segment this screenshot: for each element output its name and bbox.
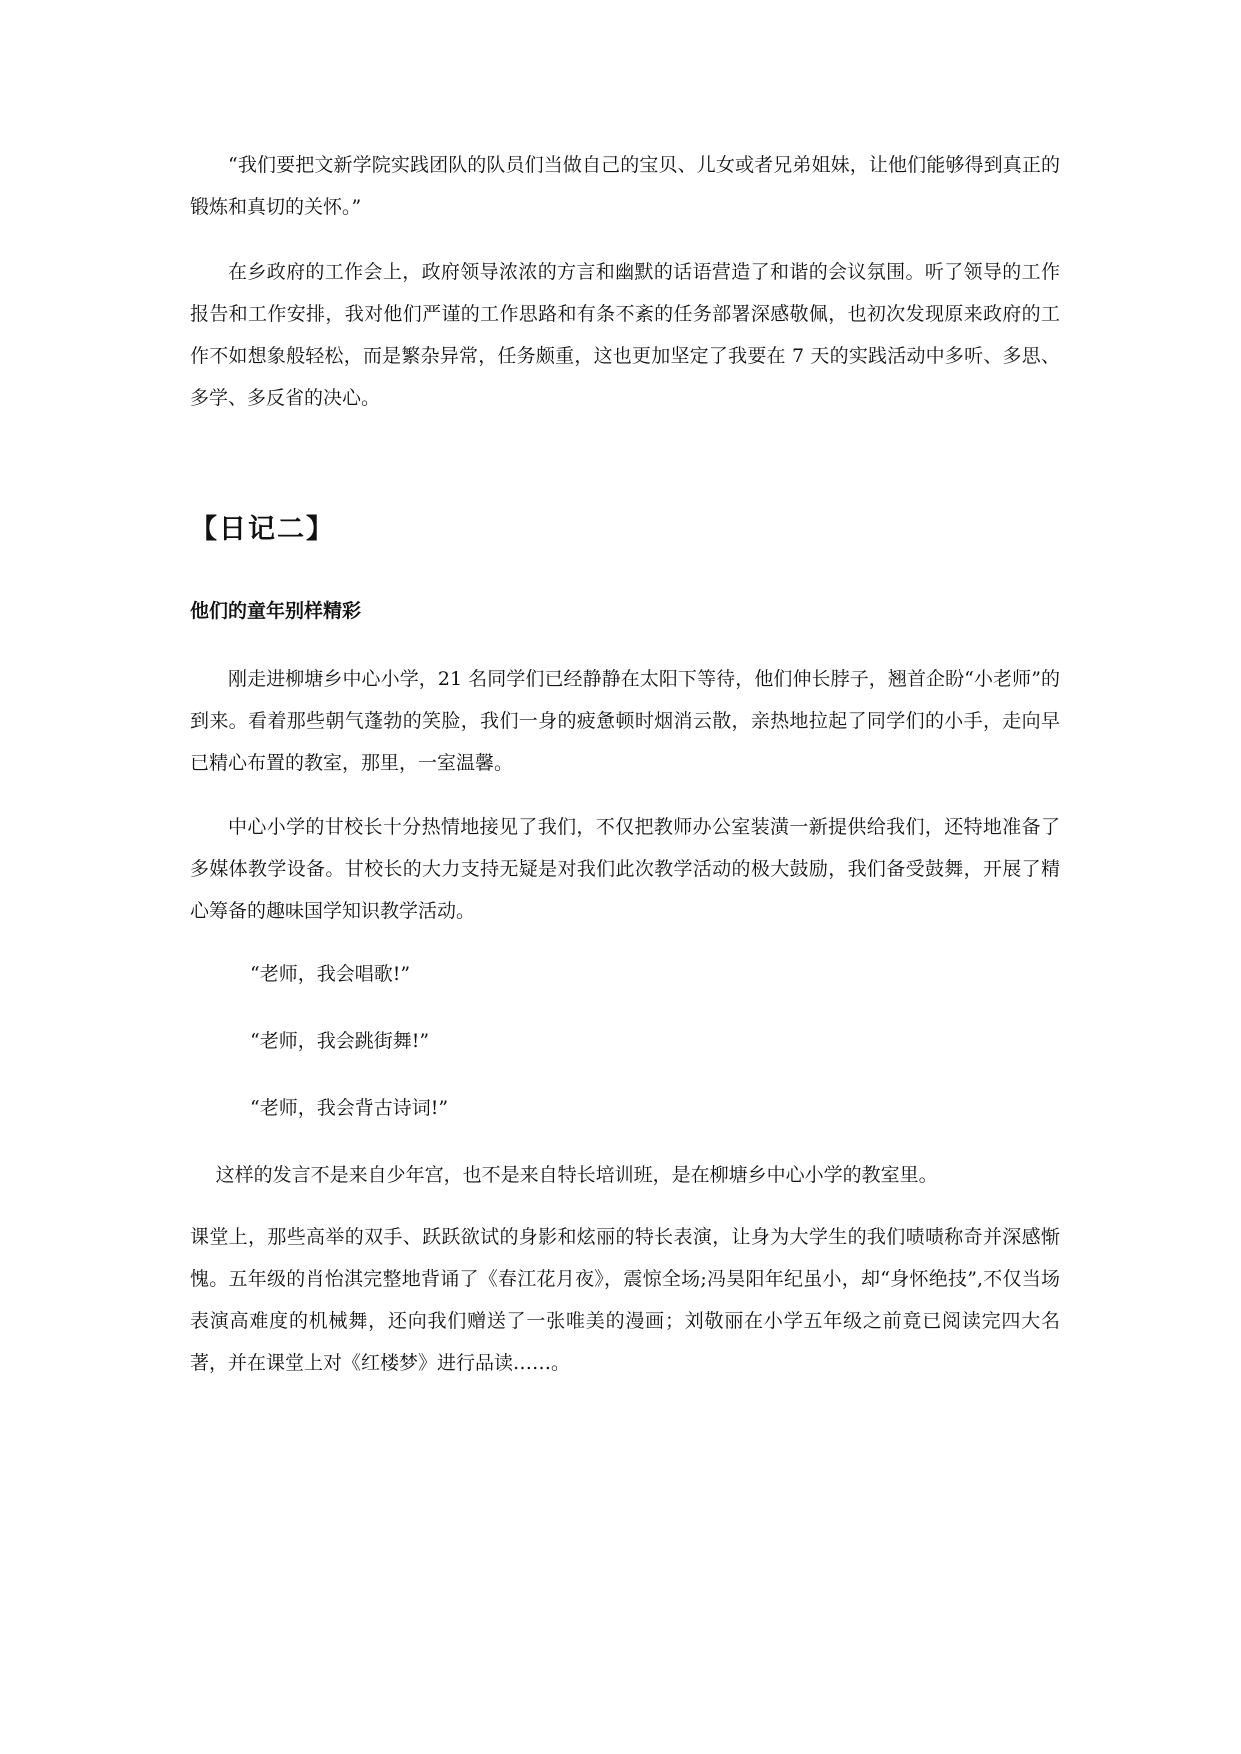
quote-paragraph: “我们要把文新学院实践团队的队员们当做自己的宝贝、儿女或者兄弟姐妹，让他们能够得到真正的锻炼和真切的关怀。” bbox=[190, 154, 1060, 218]
student-quote-3: “老师，我会背古诗词!” bbox=[250, 1097, 449, 1119]
statement-paragraph: 这样的发言不是来自少年宫，也不是来自特长培训班，是在柳塘乡中心小学的教室里。 bbox=[215, 1164, 938, 1186]
student-quote-1: “老师，我会唱歌!” bbox=[250, 963, 411, 985]
student-quote-2: “老师，我会跳街舞!” bbox=[250, 1030, 430, 1052]
diary-subtitle: 他们的童年别样精彩 bbox=[190, 600, 362, 622]
diary-heading: 【日记二】 bbox=[190, 514, 335, 545]
classroom-paragraph: 课堂上，那些高举的双手、跃跃欲试的身影和炫丽的特长表演，让身为大学生的我们啧啧称奇并深感惭愧。五年级的肖怡淇完整地背诵了《春江花月夜》，震惊全场;冯昊阳年纪虽小，却“身怀绝技”,不仅当场表演高难度的机械舞，还向我们赠送了一张唯美的漫画；刘敬丽在小学五年级之前竟已阅读完四大名著，并在课堂上对《红楼梦》进行品读……。 bbox=[190, 1226, 1060, 1374]
arrival-paragraph: 刚走进柳塘乡中心小学，21 名同学们已经静静在太阳下等待，他们伸长脖子，翘首企盼“小老师”的到来。看着那些朝气蓬勃的笑脸，我们一身的疲惫顿时烟消云散，亲热地拉起了同学们的小手，走向早已精心布置的教室，那里，一室温馨。 bbox=[190, 668, 1060, 774]
meeting-paragraph: 在乡政府的工作会上，政府领导浓浓的方言和幽默的话语营造了和谐的会议氛围。听了领导的工作报告和工作安排，我对他们严谨的工作思路和有条不紊的任务部署深感敬佩，也初次发现原来政府的工作不如想象般轻松，而是繁杂异常，任务颇重，这也更加坚定了我要在 7 天的实践活动中多听、多思、多学、多反省的决心。 bbox=[190, 261, 1060, 409]
principal-paragraph: 中心小学的甘校长十分热情地接见了我们，不仅把教师办公室装潢一新提供给我们，还特地准备了多媒体教学设备。甘校长的大力支持无疑是对我们此次教学活动的极大鼓励，我们备受鼓舞，开展了精心筹备的趣味国学知识教学活动。 bbox=[190, 816, 1060, 922]
